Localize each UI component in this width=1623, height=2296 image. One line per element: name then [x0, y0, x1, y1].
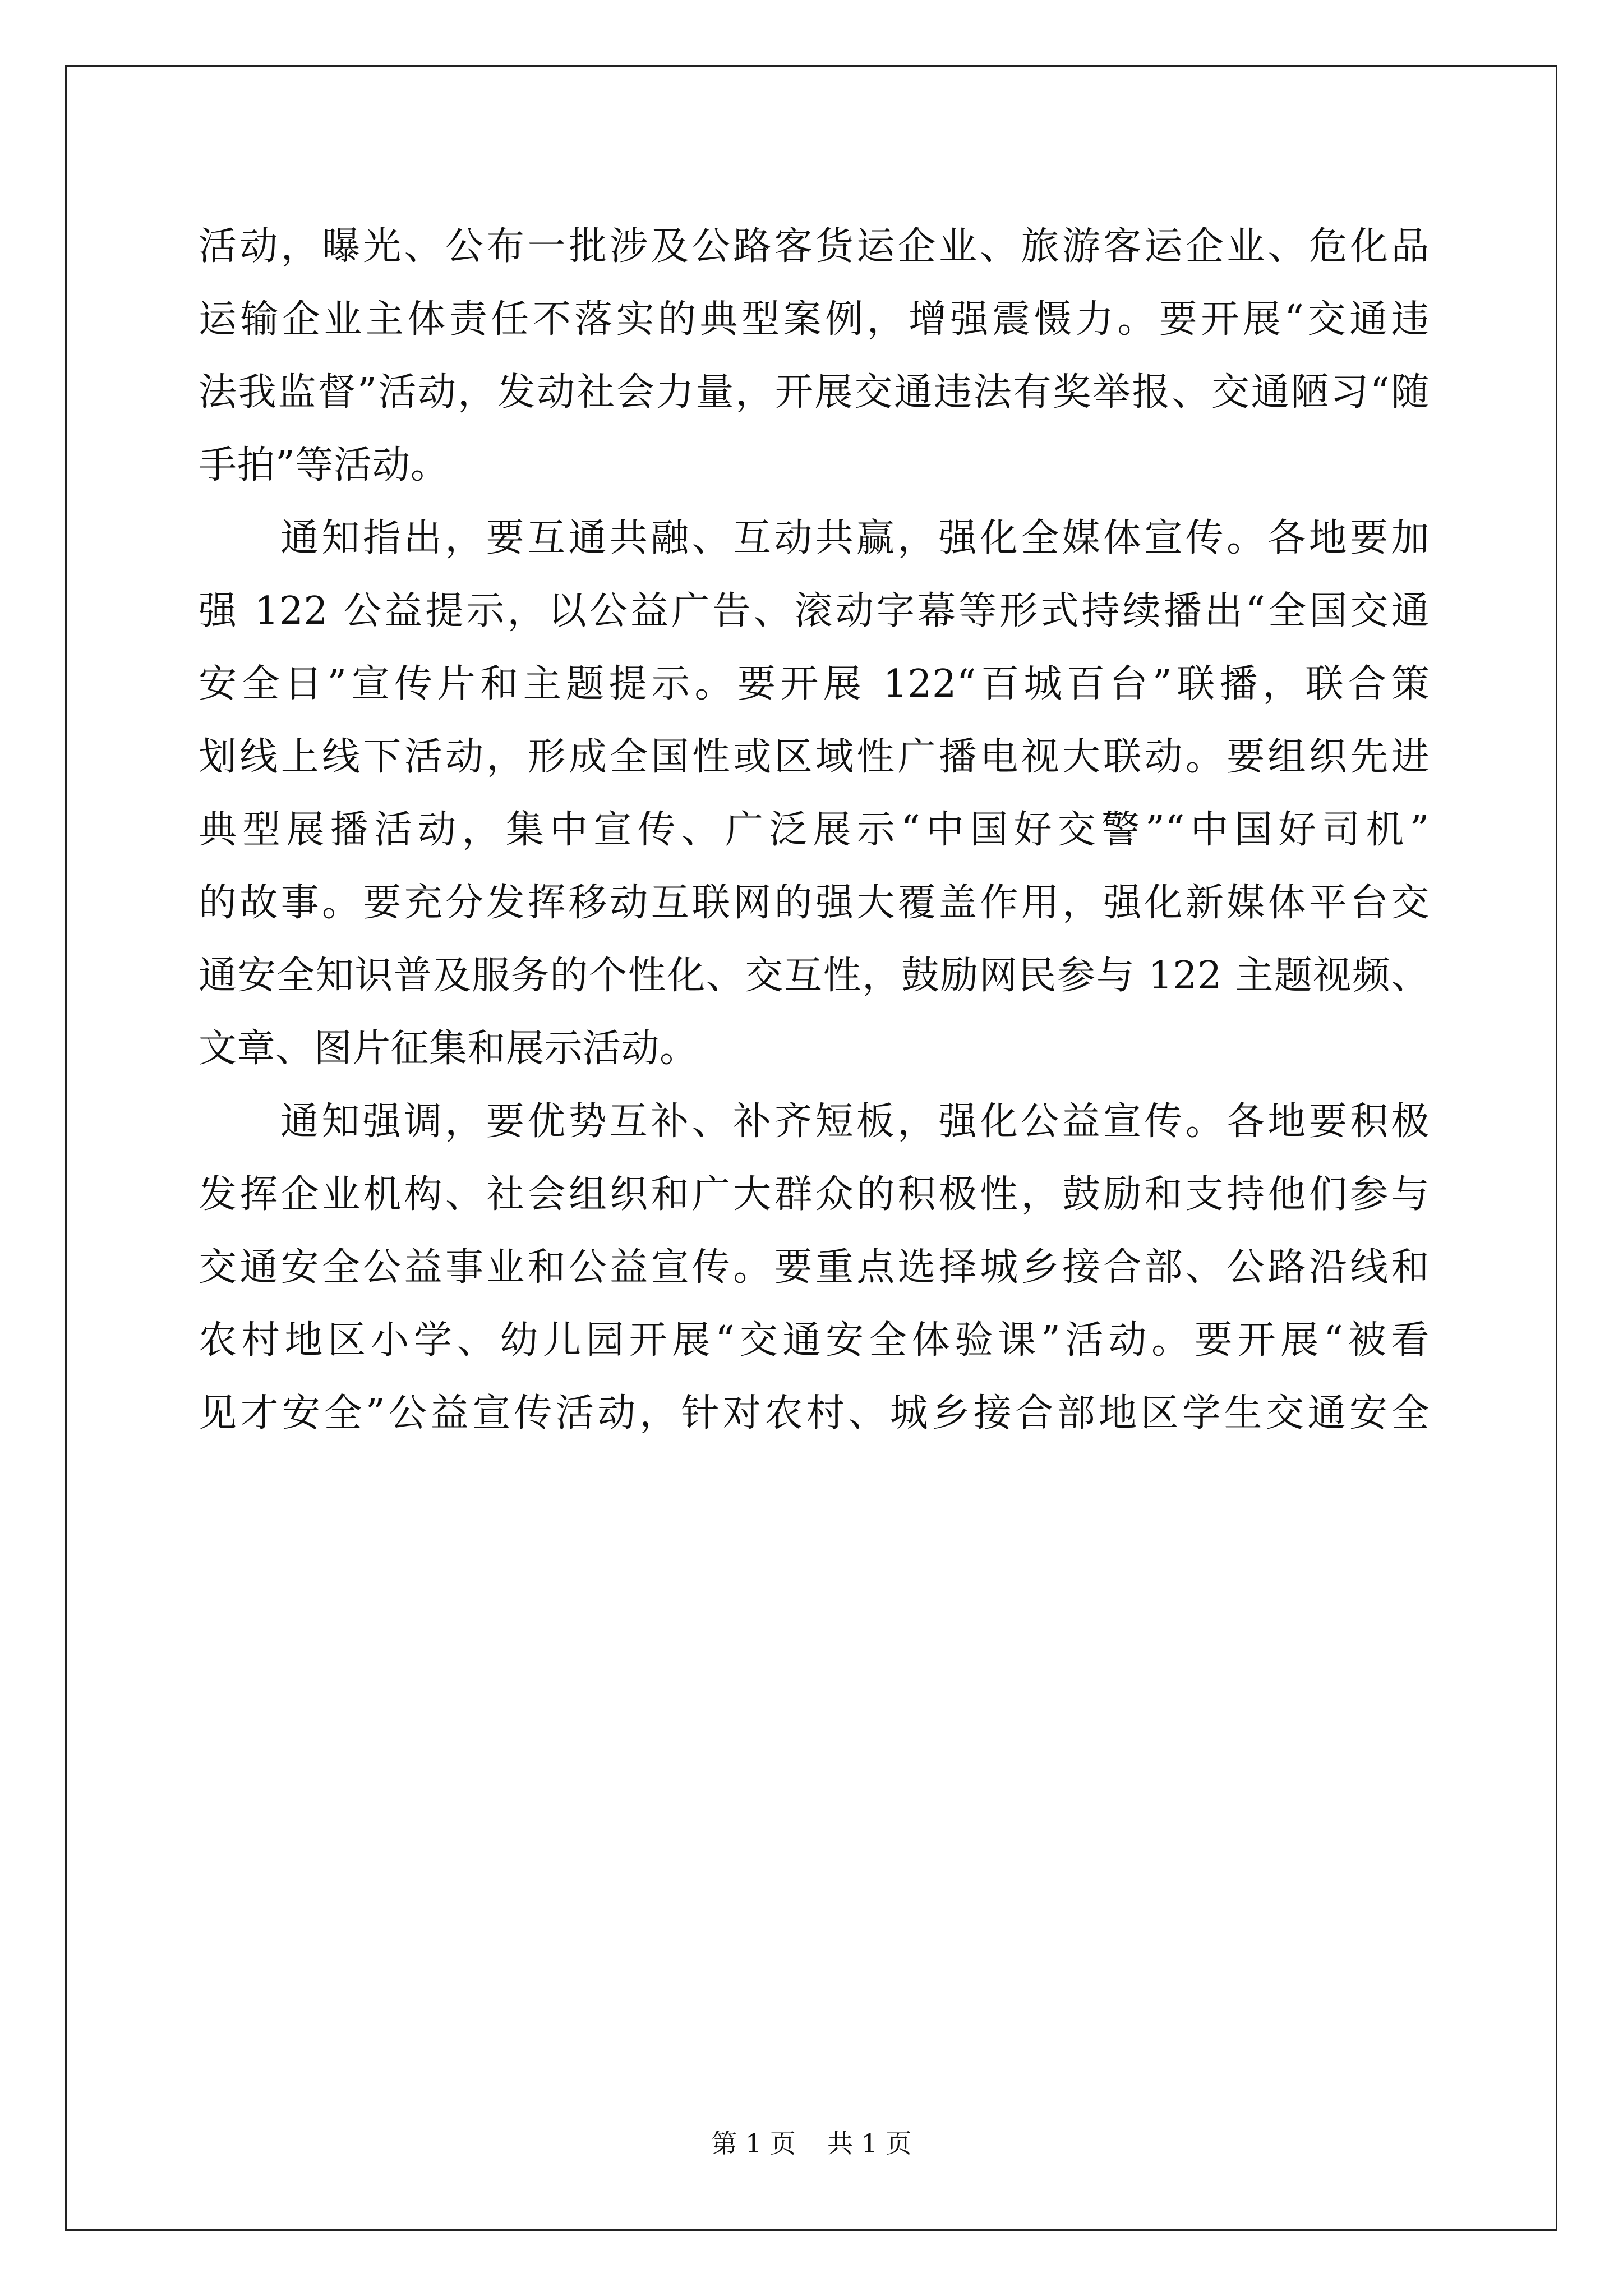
page-number: 第 1 页: [711, 2128, 796, 2159]
page-footer: [0, 2127, 1623, 2160]
paragraph: [199, 210, 1430, 502]
text-line: 通安全知识普及服务的个性化、交互性，鼓励网民参与 122 主题视频、: [199, 954, 1430, 998]
paragraph: [199, 502, 1430, 1085]
text-line: 手拍”等活动。: [199, 443, 449, 487]
text-line: 典型展播活动，集中宣传、广泛展示“中国好交警”“中国好司机”: [199, 808, 1430, 852]
text-line: 法我监督”活动，发动社会力量，开展交通违法有奖举报、交通陋习“随: [199, 370, 1430, 415]
text-line: 通知指出，要互通共融、互动共赢，强化全媒体宣传。各地要加: [280, 516, 1430, 560]
text-line: 划线上线下活动，形成全国性或区域性广播电视大联动。要组织先进: [199, 735, 1430, 779]
text-line: 发挥企业机构、社会组织和广大群众的积极性，鼓励和支持他们参与: [199, 1172, 1430, 1217]
text-line: 活动，曝光、公布一批涉及公路客货运企业、旅游客运企业、危化品: [199, 224, 1430, 269]
text-line: 安全日”宣传片和主题提示。要开展 122“百城百台”联播，联合策: [199, 662, 1430, 706]
text-line: 的故事。要充分发挥移动互联网的强大覆盖作用，强化新媒体平台交: [199, 881, 1430, 925]
text-line: 文章、图片征集和展示活动。: [199, 1027, 698, 1071]
page-total: 共 1 页: [827, 2128, 912, 2159]
text-line: 运输企业主体责任不落实的典型案例，增强震慑力。要开展“交通违: [199, 297, 1430, 342]
text-line: 通知强调，要优势互补、补齐短板，强化公益宣传。各地要积极: [280, 1099, 1430, 1144]
document-body: [199, 210, 1430, 1450]
text-line: 农村地区小学、幼儿园开展“交通安全体验课”活动。要开展“被看: [199, 1318, 1430, 1363]
text-line: 交通安全公益事业和公益宣传。要重点选择城乡接合部、公路沿线和: [199, 1245, 1430, 1290]
paragraph: [199, 1085, 1430, 1450]
text-line: 见才安全”公益宣传活动，针对农村、城乡接合部地区学生交通安全: [199, 1391, 1430, 1435]
text-line: 强 122 公益提示，以公益广告、滚动字幕等形式持续播出“全国交通: [199, 589, 1430, 633]
